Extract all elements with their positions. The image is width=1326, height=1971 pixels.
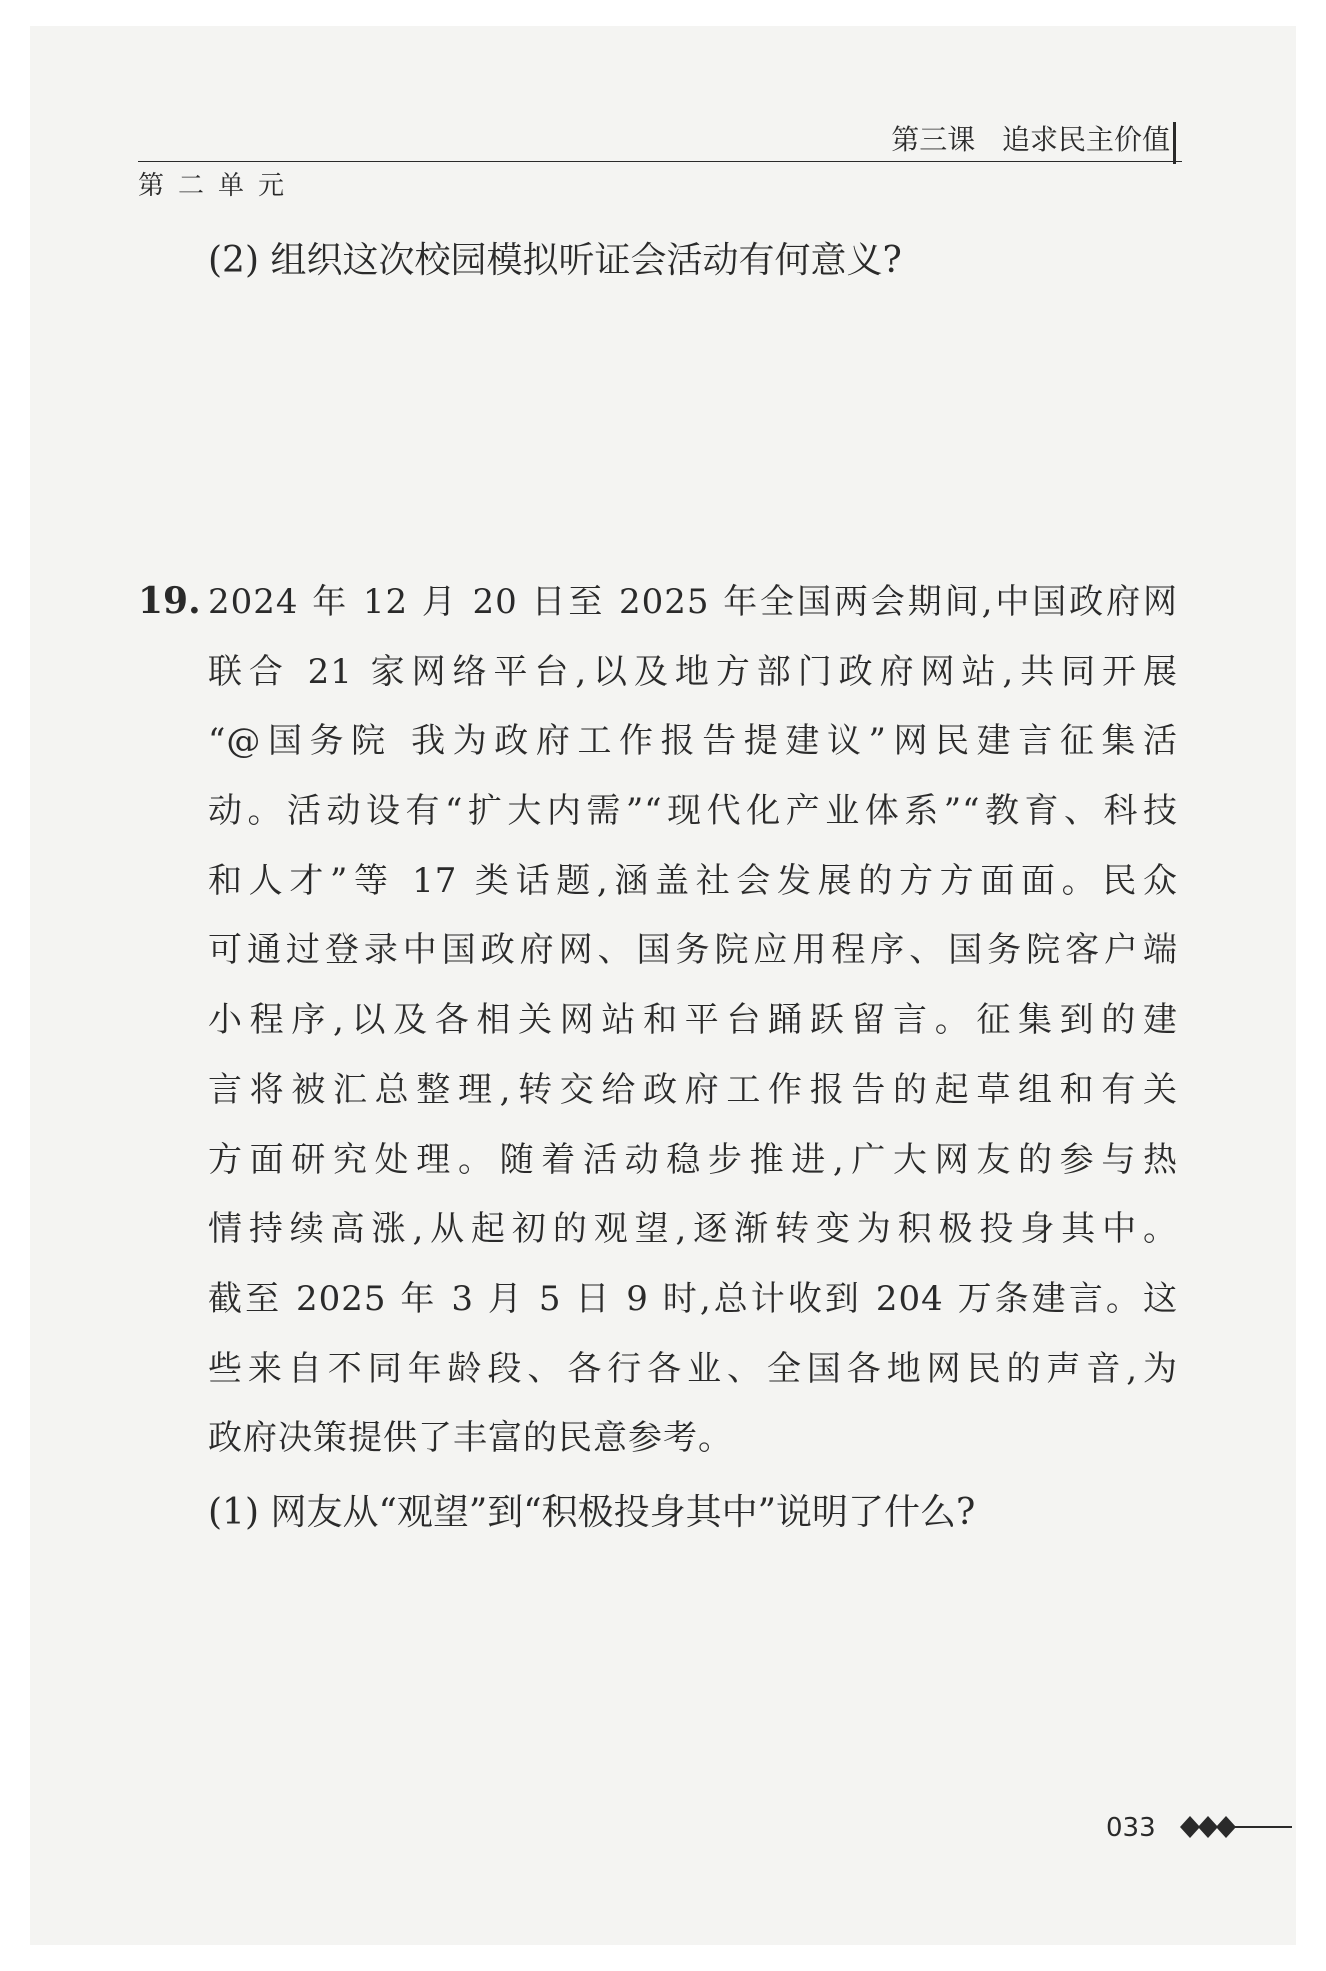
question-19-part-1: (1) 网友从“观望”到“积极投身其中”说明了什么?	[208, 1492, 976, 1533]
question-19-line: 和人才”等 17 类话题,涵盖社会发展的方方面面。民众	[208, 860, 1178, 901]
question-19-line: 截至 2025 年 3 月 5 日 9 时,总计收到 204 万条建言。这	[208, 1278, 1178, 1319]
three-diamonds-icon	[1170, 1810, 1292, 1844]
header-vertical-bar	[1173, 122, 1176, 164]
question-19-line: 情持续高涨,从起初的观望,逐渐转变为积极投身其中。	[208, 1209, 1178, 1250]
header-unit-label: 第二单元	[138, 171, 299, 201]
header-lesson-title: 第三课 追求民主价值	[891, 123, 1170, 156]
page-number: 033	[1106, 1813, 1156, 1843]
question-19-line: 动。活动设有“扩大内需”“现代化产业体系”“教育、科技	[208, 791, 1178, 832]
question-19-line: 言将被汇总整理,转交给政府工作报告的起草组和有关	[208, 1069, 1178, 1110]
question-19-line: 些来自不同年龄段、各行各业、全国各地网民的声音,为	[208, 1348, 1178, 1389]
question-19-number: 19.	[138, 580, 201, 622]
question-19-line: 联合 21 家网络平台,以及地方部门政府网站,共同开展	[208, 651, 1178, 692]
header-rule	[138, 161, 1182, 162]
question-19-line: 可通过登录中国政府网、国务院应用程序、国务院客户端	[208, 930, 1178, 971]
question-19-body	[208, 580, 1178, 1486]
question-19-line: 小程序,以及各相关网站和平台踊跃留言。征集到的建	[208, 1000, 1178, 1041]
question-19-line: 方面研究处理。随着活动稳步推进,广大网友的参与热	[208, 1139, 1178, 1180]
question-19-line: 2024 年 12 月 20 日至 2025 年全国两会期间,中国政府网	[208, 582, 1178, 622]
question-19-line: “@国务院 我为政府工作报告提建议”网民建言征集活	[208, 721, 1178, 762]
question-18-part-2: (2) 组织这次校园模拟听证会活动有何意义?	[208, 240, 902, 281]
question-19-line: 政府决策提供了丰富的民意参考。	[208, 1418, 733, 1459]
